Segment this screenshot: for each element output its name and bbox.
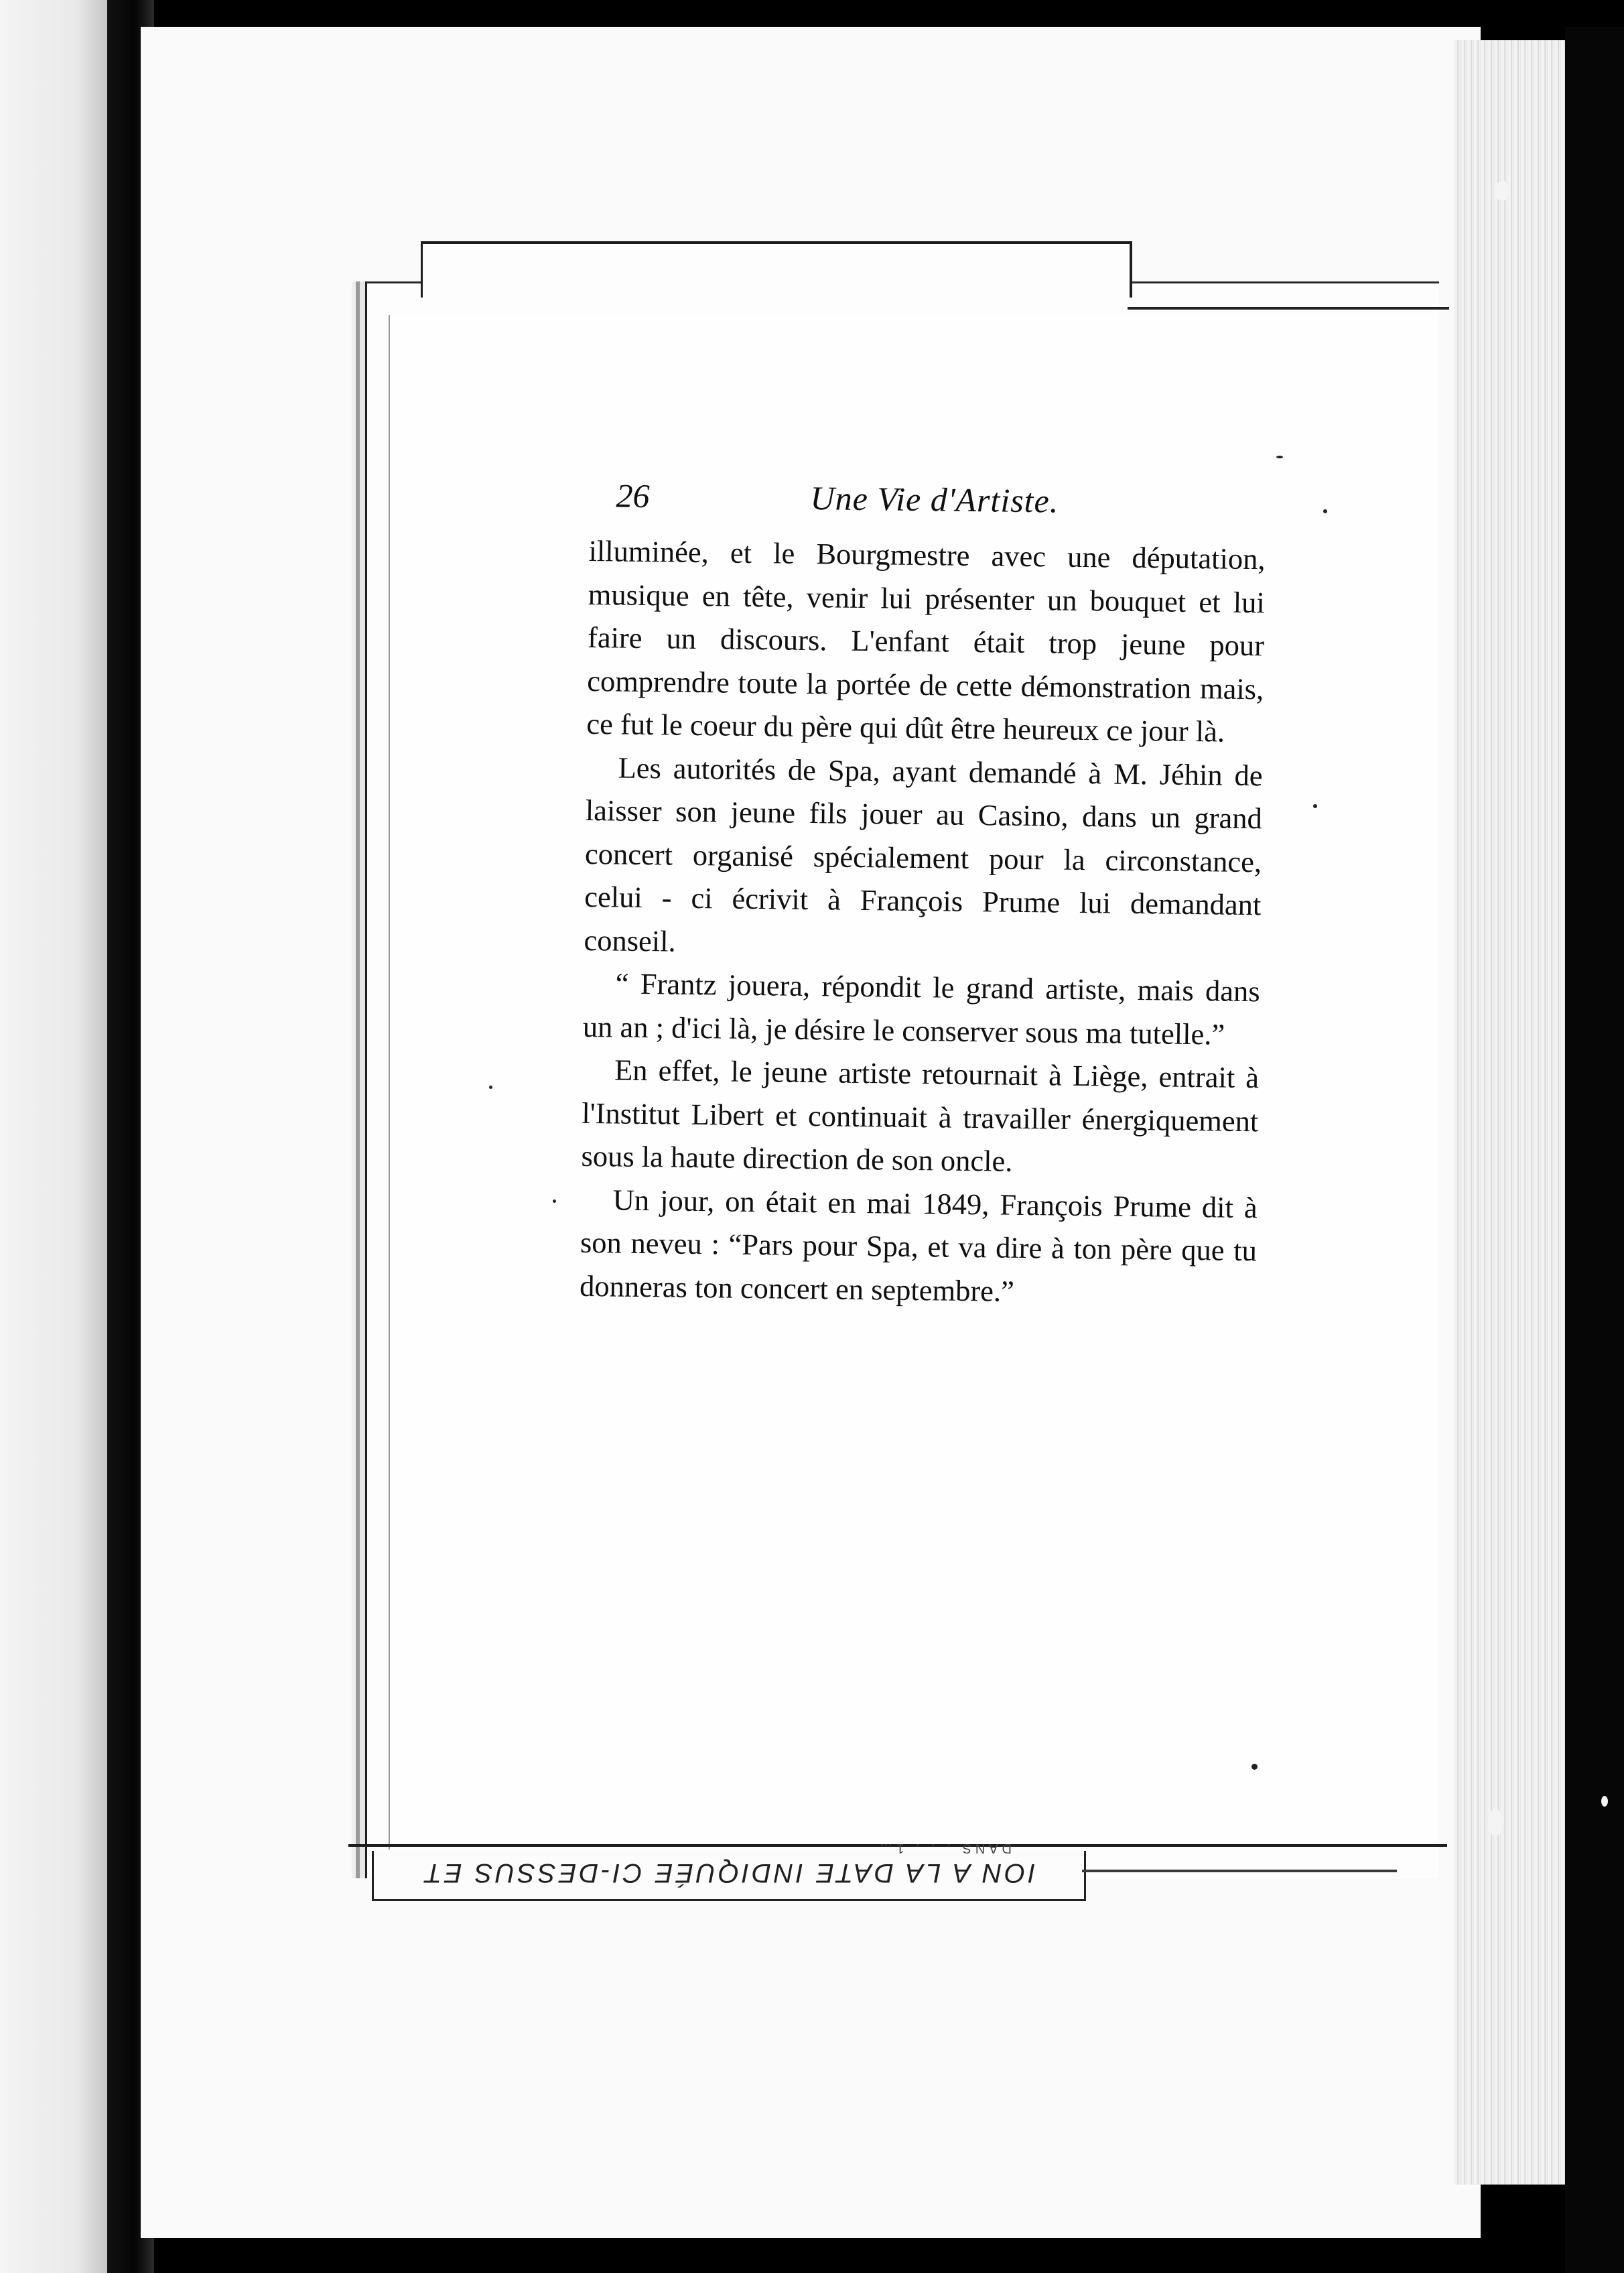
scan-speck (1487, 1809, 1503, 1836)
scan-speck (1251, 1764, 1258, 1770)
inserted-slip-tab (421, 241, 1132, 298)
scan-speck (1323, 509, 1327, 513)
running-title: Une Vie d'Artiste. (810, 479, 1059, 520)
paragraph-3: “ Frantz jouera, répondit le grand artiste, mais dans un an ; d'ici là, je désire le conserver sous ma tutelle.” (582, 966, 1260, 1051)
scan-speck (1601, 1796, 1608, 1807)
reversed-stamp-text: ION A LA DATE INDIQUÉE CI-DESSUS ET (422, 1858, 1036, 1888)
page-text-block (580, 476, 1266, 1315)
right-dark-border (1565, 27, 1624, 2273)
running-head (589, 476, 1266, 537)
slip-top-rule (1128, 307, 1449, 310)
paragraph-4: En effet, le jeune artiste retournait à Liège, entrait à l'Institut Libert et continuait à travailler énergiquement sous la haute direction de son oncle. (581, 1053, 1260, 1178)
scan-speck (553, 1199, 556, 1203)
bottom-right-rule (1082, 1870, 1397, 1872)
page-number: 26 (616, 476, 650, 515)
paragraph-5: Un jour, on était en mai 1849, François Prume dit à son neveu : “Pars pour Spa, et va dire à ton père que tu donneras ton concert en septembre.” (579, 1183, 1258, 1308)
scan-speck (489, 1086, 492, 1089)
scan-speck (1495, 181, 1509, 201)
scan-speck (1276, 456, 1283, 458)
paragraph-2: Les autorités de Spa, ayant demandé à M. Jéhin de laisser son jeune fils jouer au Casino, dans un grand concert organisé spécialement pour la circonstance, celui - ci écrivit à François Prume lui demandant conseil. (584, 751, 1263, 958)
paragraph-1: illuminée, et le Bourgmestre avec une députation, musique en tête, venir lui présenter un bouquet et lui faire un discours. L'enfant était trop jeune pour comprendre toute la portée de cette démonstration mais, ce fut le coeur du père qui dût être heureux ce jour là. (586, 533, 1266, 749)
page-stack-edges (1454, 40, 1570, 2185)
scan-speck (1313, 804, 1317, 808)
stamp-fragment-text: DANS . . . 1… (875, 1841, 1012, 1856)
reversed-stamp-strip (372, 1851, 1086, 1901)
